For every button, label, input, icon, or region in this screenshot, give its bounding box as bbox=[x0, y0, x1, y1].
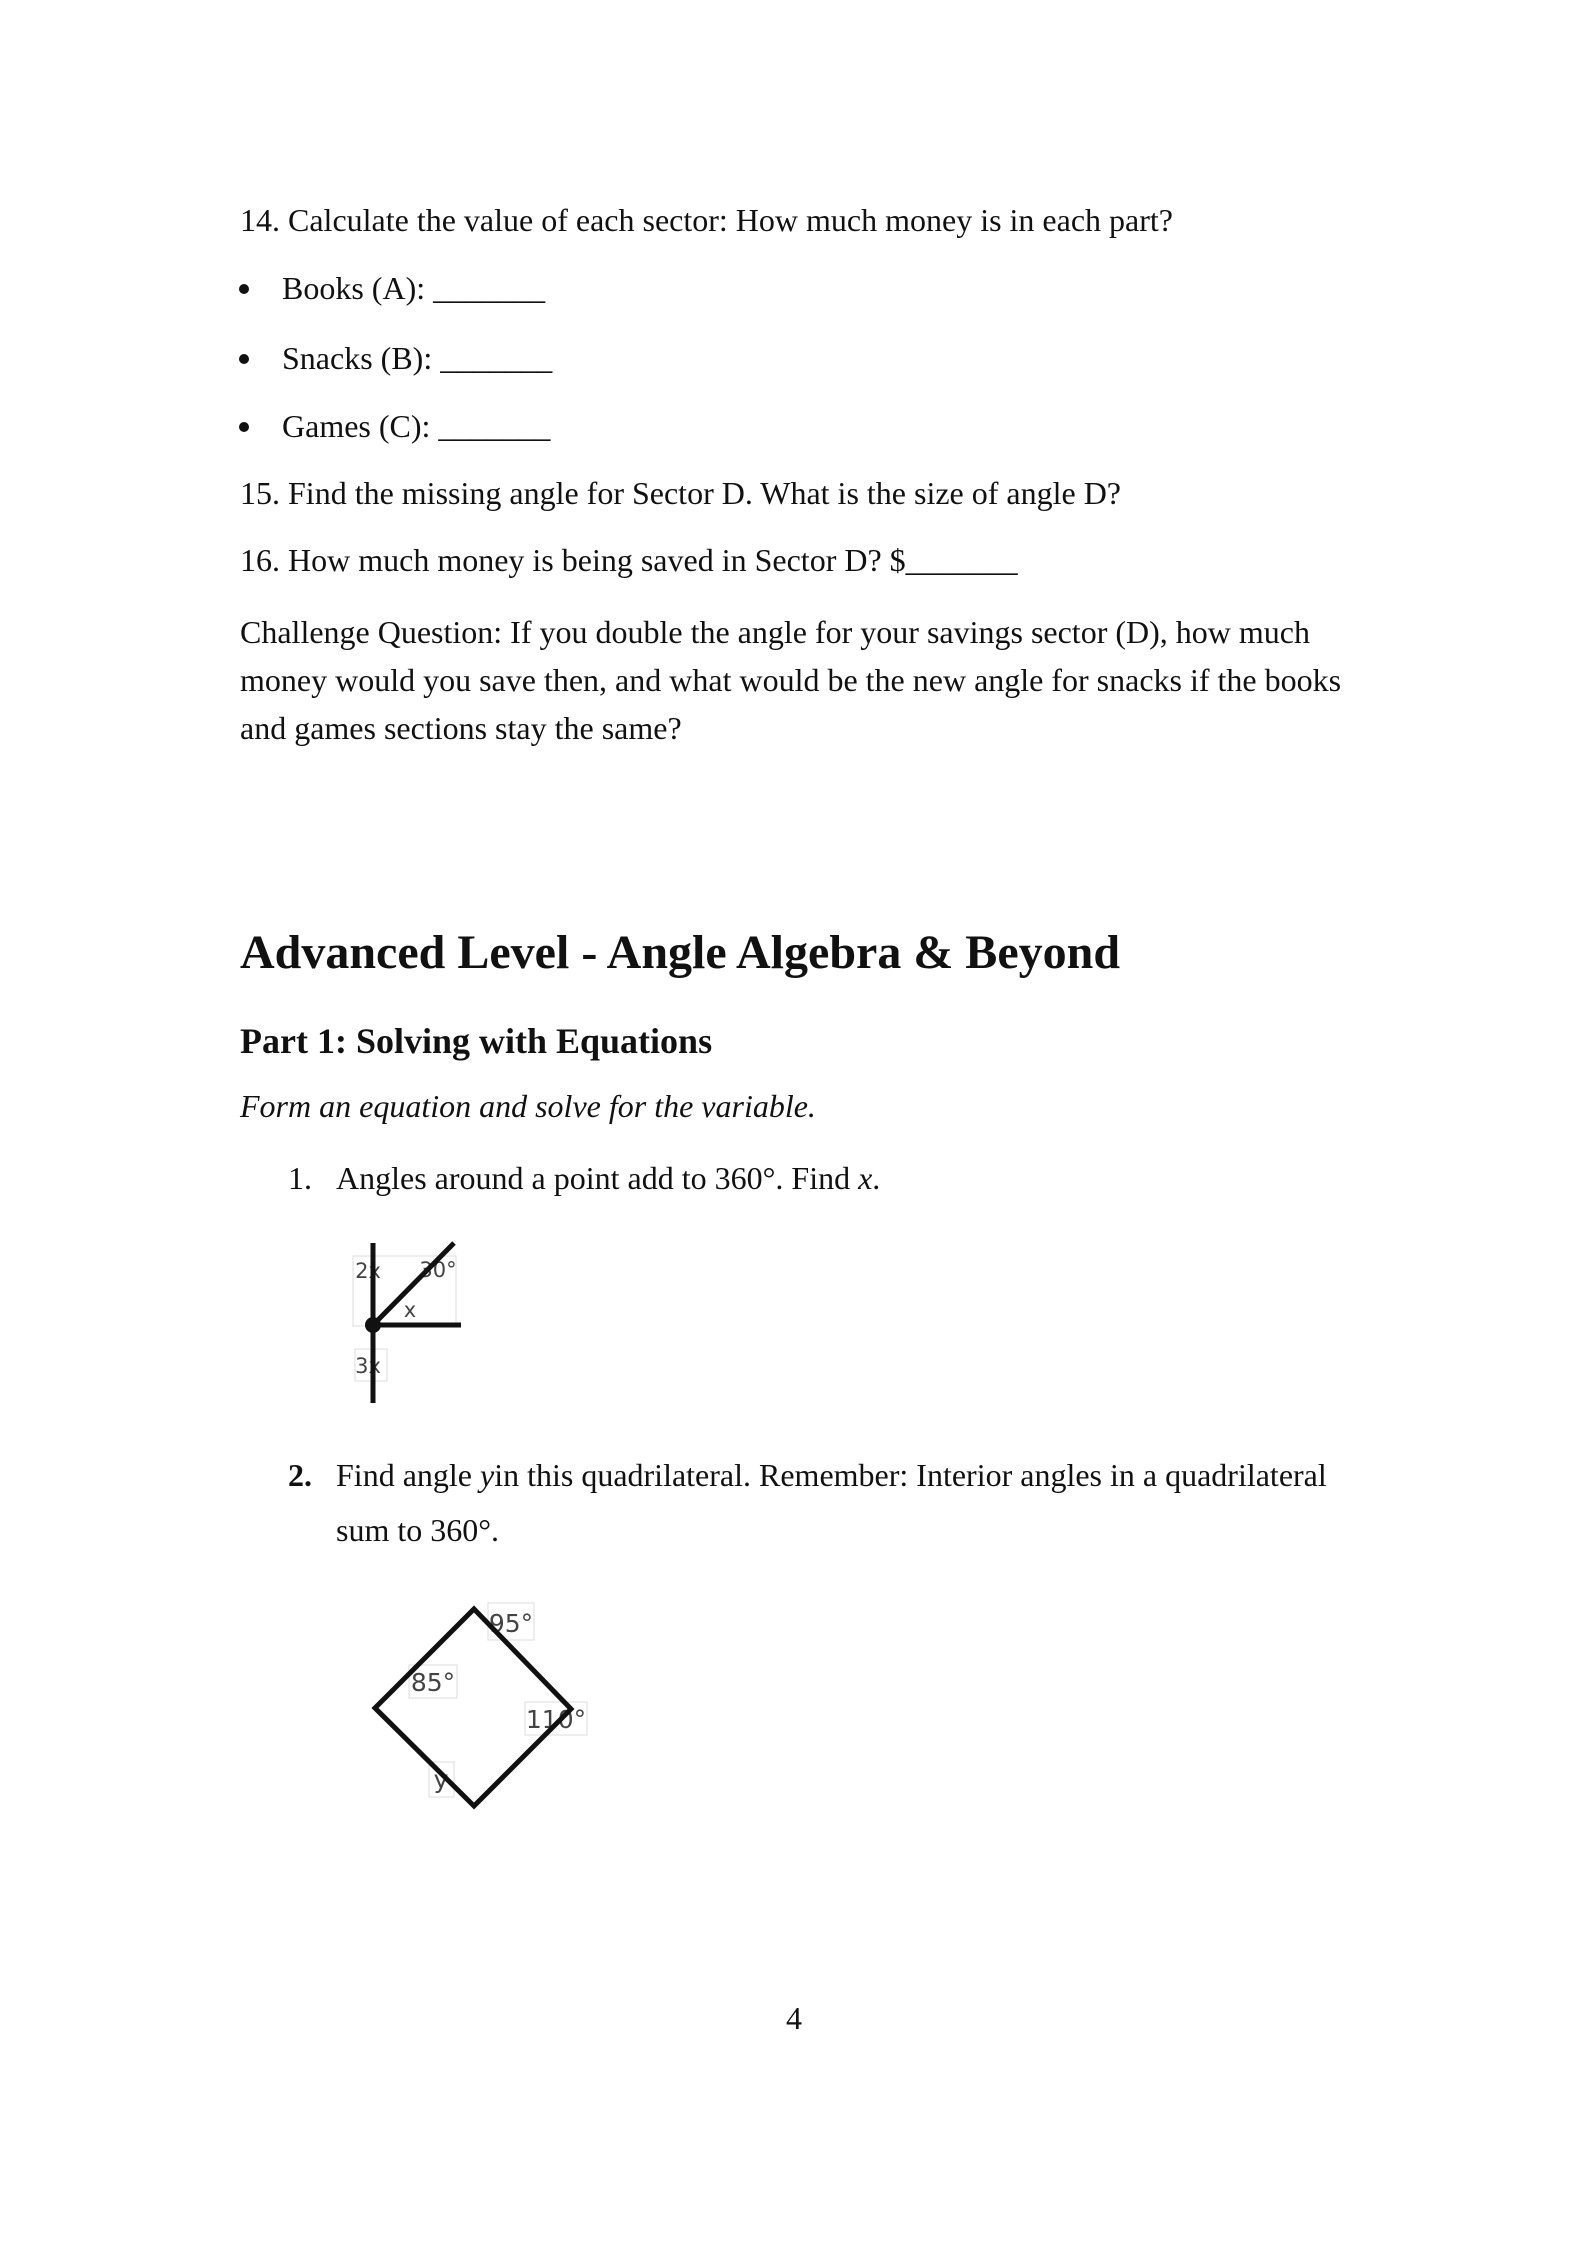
challenge-question bbox=[240, 608, 1341, 752]
bullet-icon bbox=[239, 354, 249, 364]
question-1-number: 1. bbox=[288, 1160, 312, 1196]
bullet-label: Games (C): bbox=[282, 408, 431, 444]
challenge-line-3: and games sections stay the same? bbox=[240, 710, 682, 746]
angle-label-2x: 2x bbox=[355, 1259, 381, 1283]
question-14: 14. Calculate the value of each sector: How much money is in each part? bbox=[240, 202, 1173, 238]
question-16 bbox=[240, 540, 1018, 580]
page-number: 4 bbox=[786, 2000, 802, 2036]
bullet-books bbox=[239, 268, 545, 308]
bullet-snacks bbox=[239, 338, 552, 378]
variable-x: x bbox=[858, 1160, 873, 1196]
question-16-text: 16. How much money is being saved in Sector D? $ bbox=[240, 542, 906, 578]
answer-blank: _______ bbox=[440, 340, 553, 376]
answer-blank: _______ bbox=[438, 408, 551, 444]
challenge-line-2: money would you save then, and what would be the new angle for snacks if the books bbox=[240, 662, 1342, 698]
challenge-line-1: Challenge Question: If you double the angle for your savings sector (D), how much bbox=[240, 614, 1310, 650]
question-1-text: Angles around a point add to 360°. Find bbox=[336, 1160, 859, 1196]
part-subheading: Part 1: Solving with Equations bbox=[240, 1021, 713, 1061]
answer-blank: _______ bbox=[433, 270, 546, 306]
question-15: 15. Find the missing angle for Sector D. What is the size of angle D? bbox=[240, 475, 1121, 511]
angle-label-x: x bbox=[403, 1298, 417, 1322]
instruction-text: Form an equation and solve for the variable. bbox=[240, 1088, 816, 1124]
bullet-label: Snacks (B): bbox=[282, 340, 433, 376]
angle-label-3x: 3x bbox=[355, 1354, 381, 1378]
question-2-text-before: Find angle bbox=[336, 1457, 480, 1493]
question-2 bbox=[288, 1455, 1327, 1495]
question-1-period: . bbox=[872, 1160, 881, 1196]
angle-label-85: 85° bbox=[410, 1668, 456, 1697]
question-2-number: 2. bbox=[288, 1457, 312, 1493]
question-1 bbox=[288, 1158, 880, 1198]
bullet-icon bbox=[239, 422, 249, 432]
bullet-icon bbox=[239, 284, 249, 294]
angles-around-point-diagram bbox=[340, 1235, 480, 1410]
angle-label-110: 110° bbox=[525, 1705, 587, 1734]
angle-label-95: 95° bbox=[488, 1609, 534, 1638]
section-heading: Advanced Level - Angle Algebra & Beyond bbox=[240, 926, 1121, 979]
angle-label-30: 30° bbox=[419, 1258, 457, 1282]
vertex-point bbox=[365, 1317, 381, 1333]
angle-label-y: y bbox=[433, 1765, 449, 1794]
answer-blank: _______ bbox=[905, 542, 1018, 578]
quadrilateral-diagram bbox=[350, 1590, 610, 1830]
bullet-games bbox=[239, 406, 550, 446]
question-2-line-2: sum to 360°. bbox=[336, 1512, 500, 1548]
question-2-text-after: in this quadrilateral. Remember: Interior angles in a quadrilateral bbox=[494, 1457, 1327, 1493]
variable-y: y bbox=[479, 1457, 495, 1493]
bullet-label: Books (A): bbox=[282, 270, 426, 306]
